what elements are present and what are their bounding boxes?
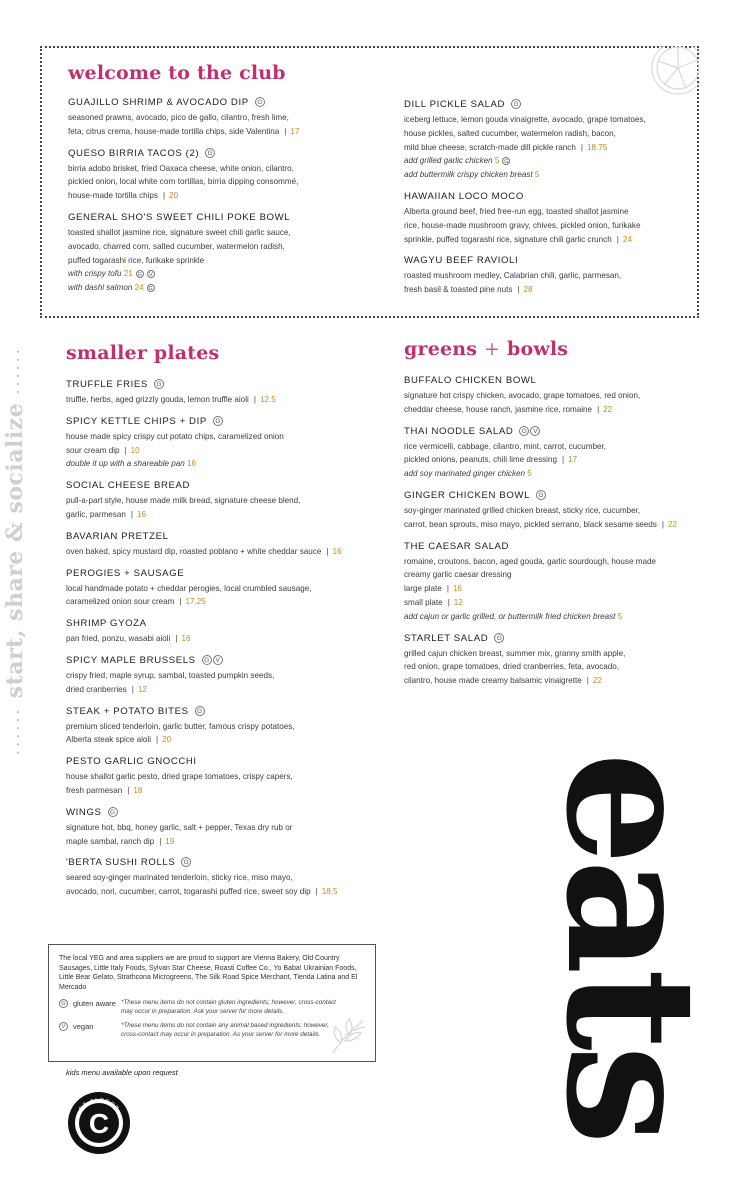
option-text: large plate <box>404 584 442 594</box>
menu-item-description: seasoned prawns, avocado, pico de gallo, cilantro, fresh lime, <box>68 113 289 122</box>
menu-item-name <box>66 530 396 543</box>
smaller-plates-list <box>66 378 396 899</box>
gluten-aware-icon: G <box>202 655 212 665</box>
menu-item <box>66 755 396 798</box>
menu-item-title: HAWAIIAN LOCO MOCO <box>404 190 524 202</box>
menu-item-title: SPICY KETTLE CHIPS + DIP <box>66 415 207 427</box>
option-price: 21 <box>123 269 133 279</box>
price-separator: | <box>162 191 166 201</box>
menu-item-description: house made spicy crispy cut potato chips, caramelized onion <box>66 431 284 441</box>
option-text: double it up with a shareable pan <box>66 459 185 469</box>
vegan-icon: V <box>147 270 155 278</box>
price-separator: | <box>124 445 127 455</box>
menu-item-title: GUAJILLO SHRIMP & AVOCADO DIP <box>68 97 249 108</box>
option-price: 5 <box>527 469 532 479</box>
greens-title-plus: + <box>484 338 501 360</box>
menu-item-title: WAGYU BEEF RAVIOLI <box>404 255 519 267</box>
menu-item-title: SHRIMP GYOZA <box>66 618 147 630</box>
legend-label-text: gluten aware <box>73 999 116 1008</box>
menu-item-title: QUESO BIRRIA TACOS (2) <box>68 147 200 159</box>
menu-item-name <box>66 856 396 869</box>
menu-item-description: house-made tortilla chips | 20 <box>68 191 179 201</box>
menu-item-description: dried cranberries | 12 <box>66 684 147 694</box>
menu-item-description: iceberg lettuce, lemon gouda vinaigrette, avocado, grape tomatoes, <box>404 115 646 124</box>
menu-item-title: SOCIAL CHEESE BREAD <box>66 480 191 492</box>
option-text: add grilled garlic chicken <box>404 156 493 166</box>
price-separator: | <box>156 735 159 745</box>
side-tagline <box>2 346 28 755</box>
smaller-plates-title: smaller plates <box>66 342 220 364</box>
menu-item-name <box>404 374 724 387</box>
menu-item-price: 22 <box>603 404 613 414</box>
menu-item <box>404 374 724 417</box>
price-separator: | <box>597 404 600 414</box>
menu-item <box>404 632 724 688</box>
suppliers-box <box>48 944 376 1062</box>
gluten-aware-icon: G <box>137 272 142 279</box>
menu-item-description: premium sliced tenderloin, garlic butter, famous crispy potatoes, <box>66 721 295 731</box>
menu-item-description: cheddar cheese, house ranch, jasmine rice, romaine | 22 <box>404 404 613 414</box>
menu-item-description: pull-a-part style, house made milk bread, signature cheese blend, <box>66 496 301 506</box>
menu-item <box>66 617 396 646</box>
menu-item-description: cilantro, house made creamy balsamic vinaigrette | 22 <box>404 676 602 686</box>
menu-item-price: 12.5 <box>259 395 276 404</box>
menu-item-name <box>68 147 388 160</box>
menu-item-option <box>404 596 724 610</box>
menu-item-description: Alberta steak spice aioli | 20 <box>66 735 172 745</box>
menu-item-name <box>404 425 724 438</box>
greens-bowls-title <box>404 338 724 360</box>
menu-item-description: roasted mushroom medley, Calabrian chili, garlic, parmesan, <box>404 271 622 281</box>
menu-item-title: PEROGIES + SAUSAGE <box>66 567 185 579</box>
eats-wordmark: eats <box>527 752 736 1140</box>
menu-item-price: 10 <box>130 445 140 455</box>
menu-item <box>66 856 396 899</box>
menu-item-option <box>68 281 388 295</box>
menu-item-name <box>66 479 396 492</box>
svg-text:ST ALBERT: ST ALBERT <box>78 1097 120 1113</box>
menu-item-description: sour cream dip | 10 <box>66 445 140 455</box>
svg-text:C: C <box>88 1108 110 1139</box>
menu-item-description: house pickles, salted cucumber, watermelon radish, bacon, <box>404 128 616 138</box>
menu-item-description: oven baked, spicy mustard dip, roasted poblano + white cheddar sauce | 16 <box>66 546 342 556</box>
menu-item-title: STEAK + POTATO BITES <box>66 705 189 717</box>
menu-item-price: 16 <box>332 546 342 556</box>
legend-note: *These menu items do not contain gluten ingredients; however, cross-contact may occur in preparation. Ask your server for more details. <box>121 999 336 1015</box>
menu-item-price: 16 <box>181 634 191 644</box>
menu-item-description: birria adobo brisket, fried Oaxaca cheese, white onion, cilantro, <box>68 163 294 173</box>
option-text: with dashi salmon <box>68 283 133 293</box>
welcome-right-column <box>404 98 694 297</box>
price-separator: | <box>131 684 134 694</box>
gluten-aware-icon: G <box>536 490 546 500</box>
menu-item-description: fresh basil & toasted pine nuts | 28 <box>404 285 533 295</box>
menu-item-title: BAVARIAN PRETZEL <box>66 530 169 542</box>
menu-item-price: 22 <box>667 519 677 529</box>
menu-item-description: rice vermicelli, cabbage, cilantro, mint, carrot, cucumber, <box>404 441 606 451</box>
menu-item <box>66 806 396 849</box>
price-separator: | <box>179 597 182 607</box>
menu-item-description: creamy garlic caesar dressing <box>404 570 512 580</box>
menu-item-title: STARLET SALAD <box>404 632 489 644</box>
menu-item-description: crispy fried, maple syrup, sambal, toasted pumpkin seeds, <box>66 670 275 680</box>
st-albert-logo <box>66 1090 132 1156</box>
gluten-aware-icon: G <box>205 148 215 158</box>
menu-item-description: local handmade potato + cheddar perogies, local crumbled sausage, <box>66 583 312 593</box>
menu-item-option <box>68 267 388 281</box>
menu-item-description: fresh parmesan | 18 <box>66 785 143 795</box>
menu-item-option <box>404 154 694 168</box>
price-separator: | <box>175 634 178 644</box>
legend-note: *These menu items do not contain any animal based ingredients; however, cross-contact may occur in preparation. As your server for more details. <box>121 1022 329 1038</box>
menu-item-description: seared soy-ginger marinated tenderloin, sticky rice, miso mayo, <box>66 873 293 883</box>
gluten-aware-icon: G <box>511 99 521 109</box>
price-separator: | <box>284 126 287 136</box>
menu-item-title: WINGS <box>66 806 102 818</box>
menu-item <box>66 705 396 748</box>
menu-item-option <box>404 610 724 624</box>
menu-item-description: Alberta ground beef, fried free-run egg, toasted shallot jasmine <box>404 206 629 216</box>
menu-item <box>66 378 396 407</box>
menu-item-price: 16 <box>136 509 146 519</box>
menu-item-description: avocado, nori, cucumber, carrot, togarashi puffed rice, sweet soy dip | 18.5 <box>66 887 338 897</box>
menu-item-price: 17.25 <box>185 597 206 607</box>
menu-item-price: 20 <box>169 191 179 201</box>
vegan-icon: V <box>59 1022 68 1031</box>
option-price: 5 <box>534 170 540 180</box>
price-separator: | <box>517 285 520 295</box>
menu-item-name <box>404 254 694 267</box>
menu-item-description: avocado, charred corn, salted cucumber, watermelon radish, <box>68 241 285 251</box>
menu-item <box>66 654 396 697</box>
menu-item-name <box>66 705 396 718</box>
menu-item-title: GENERAL SHO'S SWEET CHILI POKE BOWL <box>68 211 291 223</box>
legend-label <box>59 1022 121 1039</box>
gluten-aware-icon: G <box>494 633 504 643</box>
menu-item-price: 24 <box>622 234 632 244</box>
side-dots-right: ...... <box>4 346 23 395</box>
menu-item-title: 'BERTA SUSHI ROLLS <box>66 857 176 869</box>
option-text: with crispy tofu <box>68 269 122 279</box>
menu-item-price: 18 <box>133 785 143 795</box>
menu-item-title: SPICY MAPLE BRUSSELS <box>66 654 196 666</box>
menu-item-option <box>66 457 396 471</box>
price-separator: | <box>130 509 133 519</box>
menu-item-title: BUFFALO CHICKEN BOWL <box>404 375 537 386</box>
menu-item <box>66 479 396 522</box>
menu-item-price: 18.5 <box>321 887 338 897</box>
legend-label <box>59 999 121 1016</box>
menu-item-description: pan fried, ponzu, wasabi aioli | 16 <box>66 634 191 644</box>
gluten-aware-icon: G <box>213 416 223 426</box>
option-price: 5 <box>494 156 500 166</box>
leaf-icon <box>327 1017 367 1057</box>
menu-item-description: puffed togarashi rice, furikake sprinkle <box>68 255 205 265</box>
menu-item-description: pickled onions, peanuts, chili lime dressing | 17 <box>404 455 578 465</box>
option-price: 24 <box>134 283 144 293</box>
menu-item-price: 28 <box>523 285 533 295</box>
menu-item-description: toasted shallot jasmine rice, signature sweet chili garlic sauce, <box>68 227 291 237</box>
menu-item-title: GINGER CHICKEN BOWL <box>404 489 531 501</box>
gluten-aware-icon: G <box>195 706 205 716</box>
menu-item <box>404 190 694 246</box>
menu-item-name <box>66 617 396 630</box>
menu-item-description: sprinkle, puffed togarashi rice, signature chili garlic crunch | 24 <box>404 234 632 244</box>
menu-item-description: carrot, bean sprouts, miso mayo, pickled serrano, black sesame seeds | 22 <box>404 519 677 529</box>
menu-item <box>66 567 396 610</box>
menu-item-price: 17 <box>290 126 300 136</box>
gluten-aware-icon: G <box>59 999 68 1008</box>
menu-item-description: rice, house-made mushroom gravy, chives, pickled onion, furikake <box>404 220 641 230</box>
menu-item-name <box>404 489 724 502</box>
price-separator: | <box>616 234 619 244</box>
menu-item-name <box>66 755 396 768</box>
menu-item-description: pickled onion, local white corn tortillas, birria dipping consommé, <box>68 177 299 187</box>
menu-item-title: THAI NOODLE SALAD <box>404 425 514 437</box>
option-text: add soy marinated ginger chicken <box>404 469 526 479</box>
menu-item-name <box>68 211 388 224</box>
menu-item-name <box>404 540 724 553</box>
welcome-title: welcome to the club <box>68 62 286 84</box>
menu-item-option <box>404 168 694 182</box>
price-separator: | <box>127 785 130 795</box>
menu-item <box>404 98 694 182</box>
price-separator: | <box>586 676 589 686</box>
option-price: 16 <box>452 584 462 594</box>
greens-title-word: greens <box>404 338 478 360</box>
bowls-title-word: bowls <box>506 338 569 360</box>
legend-row <box>59 999 365 1016</box>
menu-item <box>68 211 388 295</box>
menu-item-option <box>404 467 724 481</box>
menu-item <box>404 489 724 532</box>
menu-item-name <box>66 654 396 667</box>
menu-item <box>404 540 724 624</box>
side-tagline-text: start, share & socialize <box>2 402 28 699</box>
option-price: 5 <box>617 611 623 621</box>
menu-item <box>66 530 396 559</box>
price-separator: | <box>561 455 565 465</box>
gluten-aware-icon: G <box>255 97 265 107</box>
option-text: add buttermilk crispy chicken breast <box>404 170 533 180</box>
menu-item-description: feta, citrus crema, house-made tortilla chips, side Valentina | 17 <box>68 126 300 136</box>
price-separator: | <box>326 546 329 556</box>
price-separator: | <box>447 597 450 607</box>
price-separator: | <box>446 584 449 594</box>
legend-row <box>59 1022 365 1039</box>
menu-item-title: TRUFFLE FRIES <box>66 379 148 390</box>
greens-bowls-list <box>404 374 724 688</box>
vegan-icon: V <box>213 655 223 665</box>
menu-item-description: grilled cajun chicken breast, summer mix, granny smith apple, <box>404 648 626 658</box>
menu-item-price: 20 <box>162 735 172 745</box>
vegan-icon: V <box>530 426 540 436</box>
menu-item-name <box>66 378 396 391</box>
gluten-aware-icon: G <box>504 159 509 166</box>
menu-item-name <box>404 98 694 111</box>
gluten-aware-icon: G <box>108 807 118 817</box>
option-text: small plate <box>404 597 443 607</box>
option-price: 16 <box>187 459 197 469</box>
welcome-left-column <box>68 96 388 295</box>
menu-item-description: red onion, grape tomatoes, dried cranberries, feta, avocado, <box>404 662 620 672</box>
menu-item-name <box>66 567 396 580</box>
menu-item-name <box>404 632 724 645</box>
menu-item-description: romaine, croutons, bacon, aged gouda, garlic sourdough, house made <box>404 556 656 566</box>
menu-item-description: garlic, parmesan | 16 <box>66 509 146 519</box>
menu-item-description: soy-ginger marinated grilled chicken breast, sticky rice, cucumber, <box>404 505 641 515</box>
menu-item <box>68 147 388 203</box>
menu-item-description: signature hot, bbq, honey garlic, salt + pepper, Texas dry rub or <box>66 822 293 832</box>
menu-item <box>404 254 694 297</box>
menu-item-name <box>66 415 396 428</box>
menu-item-description: signature hot crispy chicken, avocado, grape tomatoes, red onion, <box>404 391 641 400</box>
gluten-aware-icon: G <box>148 286 153 293</box>
gluten-aware-icon: G <box>519 426 529 436</box>
menu-item <box>66 415 396 471</box>
menu-item-price: 22 <box>592 676 602 686</box>
menu-item-title: DILL PICKLE SALAD <box>404 99 506 110</box>
option-price: 12 <box>453 597 463 607</box>
legend-label-text: vegan <box>73 1022 94 1031</box>
menu-item-name <box>404 190 694 203</box>
menu-item-description: mild blue cheese, scratch-made dill pickle ranch | 18.75 <box>404 142 608 152</box>
menu-item-description: house shallot garlic pesto, dried grape tomatoes, crispy capers, <box>66 772 293 782</box>
menu-item <box>404 425 724 481</box>
menu-item-title: PESTO GARLIC GNOCCHI <box>66 756 197 768</box>
gluten-aware-icon: G <box>154 379 164 389</box>
price-separator: | <box>159 836 162 846</box>
citrus-slice-icon <box>638 46 700 96</box>
menu-item-price: 17 <box>568 455 578 465</box>
menu-item <box>68 96 388 139</box>
menu-item-option <box>404 582 724 596</box>
gluten-aware-icon: G <box>181 857 191 867</box>
menu-item-name <box>66 806 396 819</box>
menu-item-price: 12 <box>137 684 147 694</box>
side-dots-left: ...... <box>4 706 23 755</box>
menu-item-price: 18.75 <box>586 142 608 152</box>
menu-item-description: truffle, herbs, aged grizzly gouda, lemon truffle aioli | 12.5 <box>66 395 276 404</box>
menu-item-description: maple sambal, ranch dip | 19 <box>66 836 175 846</box>
option-text: add cajun or garlic grilled, or buttermilk fried chicken breast <box>404 611 616 621</box>
price-separator: | <box>315 887 318 897</box>
suppliers-text: The local YEG and area suppliers we are proud to support are Vienna Bakery, Old Country Sausages, Little Italy Foods, Sylvan Star Cheese, Roasti Coffee Co., Yo Baba! Ukrainian Foods, Little Bear Gelato, Strathcona Microgreens, The Silk Road Spice Merchant, Tienda Latina and El Mercado <box>59 955 358 991</box>
kids-menu-note: kids menu available upon request <box>66 1068 178 1077</box>
menu-item-description: caramelized onion sour cream | 17.25 <box>66 597 206 607</box>
menu-item-title: THE CAESAR SALAD <box>404 540 510 552</box>
price-separator: | <box>580 142 583 152</box>
menu-item-price: 19 <box>165 836 175 846</box>
price-separator: | <box>253 395 256 404</box>
price-separator: | <box>661 519 664 529</box>
menu-item-name <box>68 96 388 109</box>
dietary-legend <box>59 999 365 1039</box>
